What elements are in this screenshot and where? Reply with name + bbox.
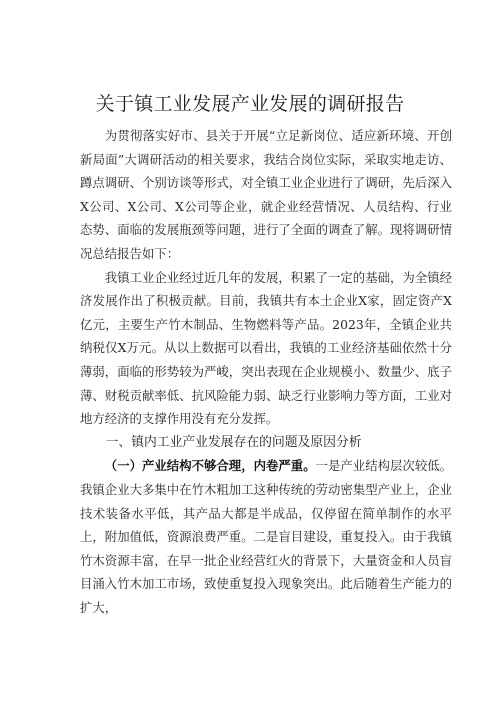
overview-paragraph: 我镇工业企业经过近几年的发展，积累了一定的基础，为全镇经济发展作出了积极贡献。目前，我镇共有本土企业X家，固定资产X亿元，主要生产竹木制品、生物燃料等产品。2023年，全镇企业共纳税仅X万元。从以上数据可以看出，我镇的工业经济基础依然十分薄弱，面临的形势较为严峻，突出表现在企业规模小、数量少、底子薄、财税贡献率低、抗风险能力弱、缺乏行业影响力等方面，工业对地方经济的支撑作用没有充分发挥。	[80, 269, 452, 427]
document-title: 关于镇工业发展产业发展的调研报告	[95, 93, 405, 115]
subsection-text: 一是产业结构层次较低。我镇企业大多集中在竹木粗加工这种传统的劳动密集型产业上，企业技术装备水平低，其产品大都是半成品，仅停留在简单制作的水平上，附加值低，资源浪费严重。二是盲目建设，重复投入。由于我镇竹木资源丰富，在早一批企业经营红火的背景下，大量资金和人员盲目涌入竹木加工市场，致使重复投入现象突出。此后随着生产能力的扩大，	[80, 458, 453, 615]
subsection-paragraph	[80, 454, 452, 619]
intro-paragraph: 为贯彻落实好市、县关于开展“立足新岗位、适应新环境、开创新局面”大调研活动的相关要求，我结合岗位实际，采取实地走访、蹲点调研、个别访谈等形式，对全镇工业企业进行了调研，先后深入X公司、X公司、X公司等企业，就企业经营情况、人员结构、行业态势、面临的发展瓶颈等问题，进行了全面的调查了解。现将调研情况总结报告如下：	[80, 128, 452, 261]
document-body	[80, 124, 452, 619]
section-heading: 一、镇内工业产业发展存在的问题及原因分析	[105, 434, 362, 450]
subsection-heading: （一）产业结构不够合理，内卷严重。	[104, 458, 316, 474]
